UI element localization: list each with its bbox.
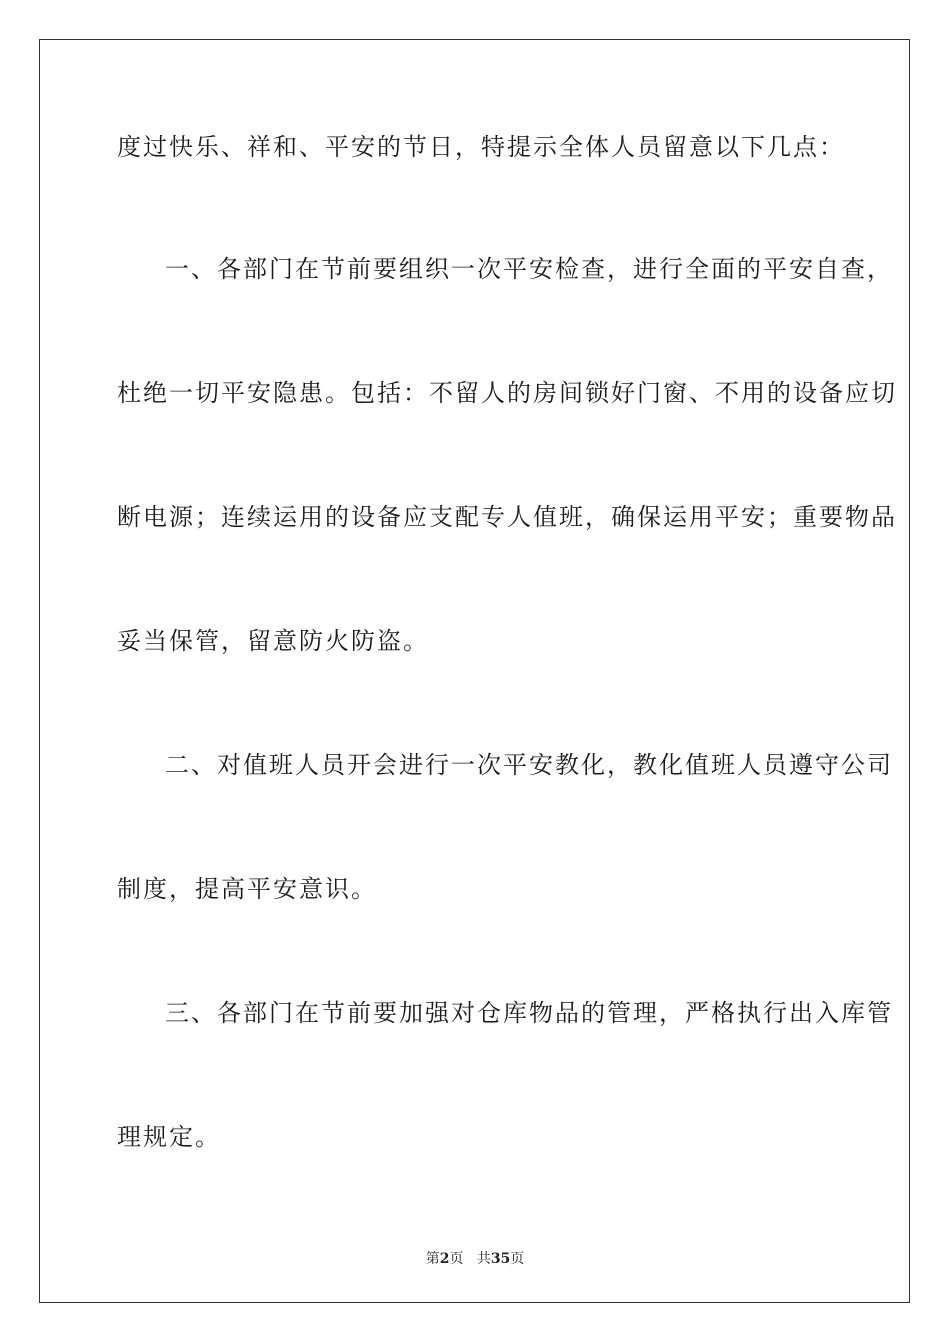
document-body (117, 122, 897, 1236)
total-prefix: 共 (476, 1251, 491, 1267)
page-suffix: 页 (449, 1251, 464, 1267)
text-line-paragraph-3-start: 三、各部门在节前要加强对仓库物品的管理，严格执行出入库管 (165, 999, 893, 1027)
text-line: 妥当保管，留意防火防盗。 (117, 627, 429, 655)
text-line: 杜绝一切平安隐患。包括：不留人的房间锁好门窗、不用的设备应切 (117, 379, 897, 407)
total-pages: 35 (490, 1251, 511, 1267)
page-prefix: 第 (425, 1251, 440, 1267)
text-line: 度过快乐、祥和、平安的节日，特提示全体人员留意以下几点： (117, 133, 845, 161)
text-line: 制度，提高平安意识。 (117, 875, 377, 903)
text-line-paragraph-1-start: 一、各部门在节前要组织一次平安检查，进行全面的平安自查， (165, 255, 893, 283)
text-line: 断电源；连续运用的设备应支配专人值班，确保运用平安；重要物品 (117, 503, 897, 531)
page-number: 2 (439, 1251, 450, 1267)
total-suffix: 页 (510, 1251, 525, 1267)
page-footer (0, 1248, 950, 1268)
text-line-paragraph-2-start: 二、对值班人员开会进行一次平安教化，教化值班人员遵守公司 (165, 751, 893, 779)
text-line: 理规定。 (117, 1123, 221, 1151)
